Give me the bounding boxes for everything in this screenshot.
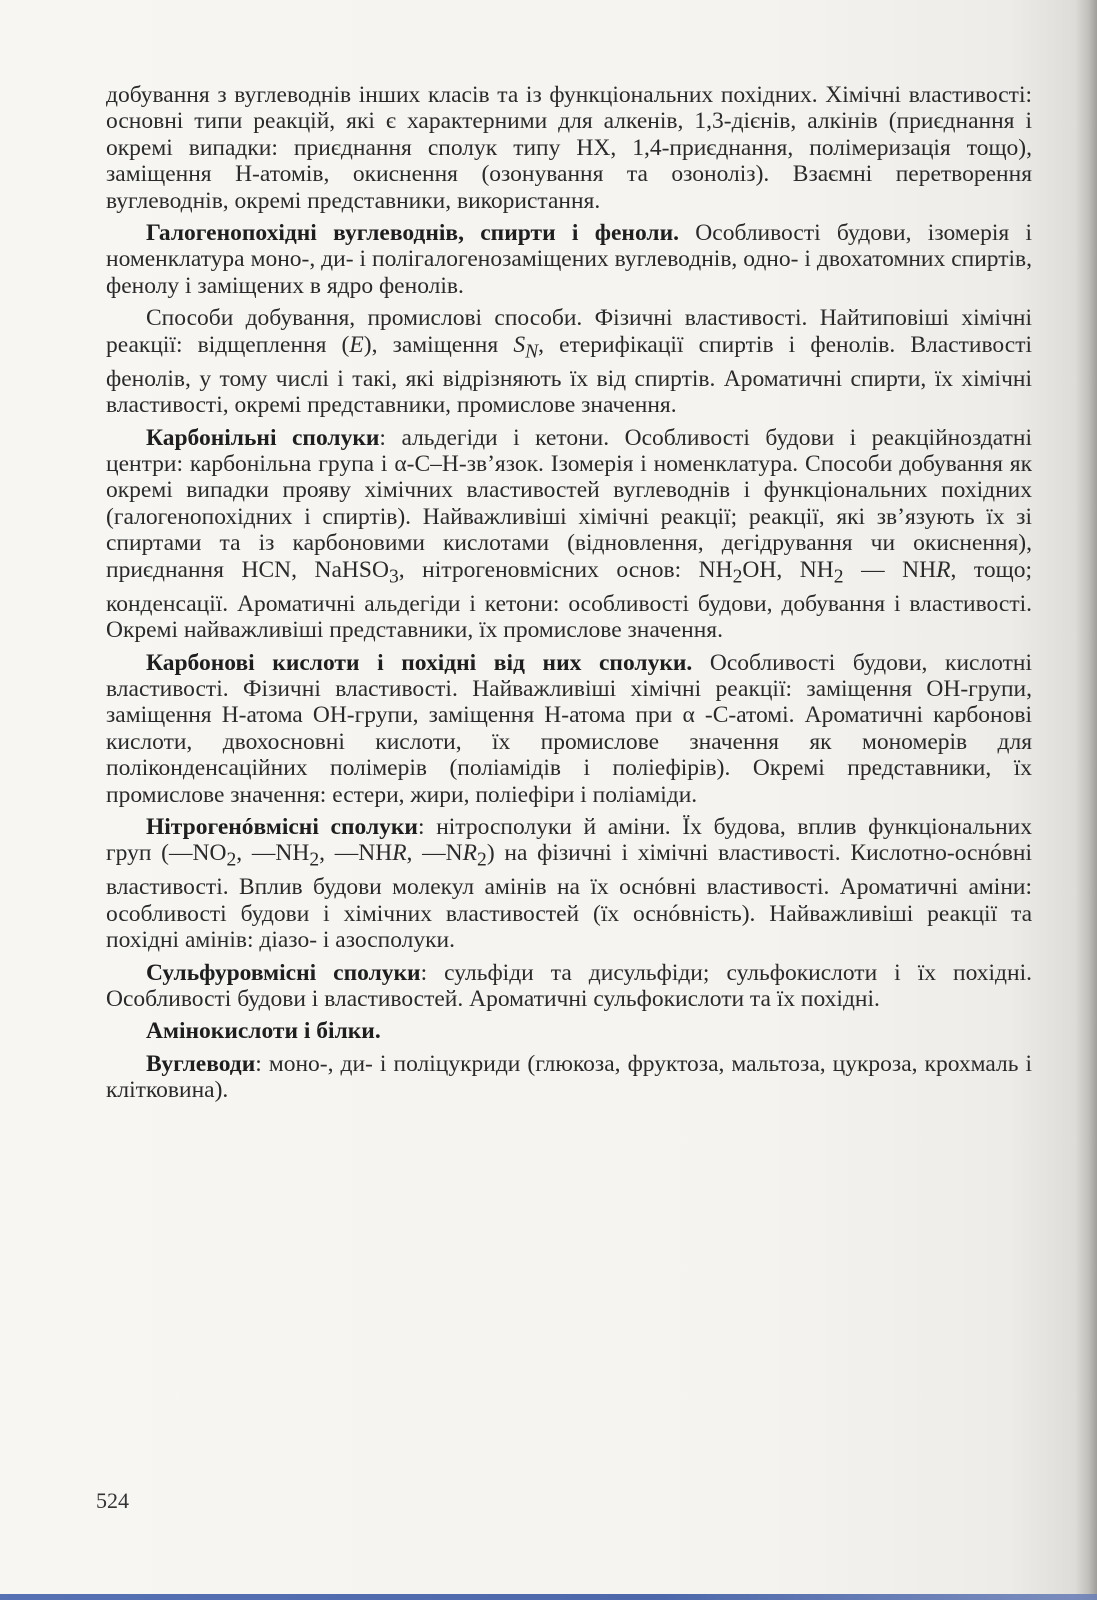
section-title-carbonyl: Карбонільні сполуки	[146, 424, 380, 451]
paragraph-carbohydrates: Вуглеводи: моно-, ди- і поліцукриди (глюкоза, фруктоза, мальтоза, цукроза, крохмаль і клітковина).	[106, 1050, 1032, 1104]
paragraph-carbonyl: Карбонільні сполуки: альдегіди і кетони. Особливості будови і реакційноздатні центри: карбонільна група і α-С–Н-зв’язок. Ізомерія і номенклатура. Способи добування як окремі випадки прояву хімічних властивостей вуглеводнів і функціональних похідних (галогенопохідних і спиртів). Найважливіші хімічні реакції; реакції, які зв’язують їх зі спиртами та із карбоновими кислотами (відновлення, дегідрування чи окиснення), приєднання HCN, NaHSO$_3$, нітрогеновмісних основ: $NH_2OH$, $NH_2$ — NHR, тощо; конденсації. Ароматичні альдегіди і кетони: особливості будови, добування і властивості. Окремі найважливіші представники, їх промислове значення.	[106, 424, 1032, 644]
paragraph-amino-acids	[106, 1018, 1032, 1044]
page-bottom-edge	[0, 1594, 1097, 1600]
paragraph-alcohols-methods: Способи добування, промислові способи. Фізичні властивості. Найтиповіші хімічні реакції: відщеплення (E), заміщення $S_N$, етерифікації спиртів і фенолів. Властивості фенолів, у тому числі і такі, які відрізняють їх від спиртів. Ароматичні спирти, їх хімічні властивості, окремі представники, промислове значення.	[106, 305, 1032, 419]
section-title-amino-acids: Амінокислоти і білки.	[146, 1018, 381, 1045]
paragraph-carboxylic: Карбонові кислоти і похідні від них сполуки. Особливості будови, кислотні властивості. Фізичні властивості. Найважливіші хімічні реакції: заміщення ОН-групи, заміщення Н-атома ОН-групи, заміщення Н-атома при α -С-атомі. Ароматичні карбонові кислоти, двохосновні кислоти, їх промислове значення як мономерів для поліконденсаційних полімерів (поліамідів і поліефірів). Окремі представники, їх промислове значення: естери, жири, поліефіри і поліаміди.	[106, 649, 1032, 808]
section-title-sulfur: Сульфуровмісні сполуки	[146, 959, 421, 986]
section-title-nitrogen: Нітрогенóвмісні сполуки	[146, 813, 418, 840]
paragraph-halogen-alcohols: Галогенопохідні вуглеводнів, спирти і феноли. Особливості будови, ізомерія і номенклатура моно-, ди- і полігалогенозаміщених вуглеводнів, одно- і двохатомних спиртів, фенолу і заміщених в ядро фенолів.	[106, 220, 1032, 299]
page-spine-shadow	[1075, 0, 1097, 1600]
section-title-halogen: Галогенопохідні вуглеводнів, спирти і феноли.	[146, 220, 679, 247]
section-title-carboxylic: Карбонові кислоти і похідні від них сполуки.	[146, 649, 693, 676]
paragraph-sulfur: Сульфуровмісні сполуки: сульфіди та дисульфіди; сульфокислоти і їх похідні. Особливості будови і властивостей. Ароматичні сульфокислоти та їх похідні.	[106, 959, 1032, 1013]
paragraph-nitrogen: Нітрогенóвмісні сполуки: нітросполуки й аміни. Їх будова, вплив функціональних груп ($—NO_2$, $—NH_2$, —NHR, $—NR_2$) на фізичні і хімічні властивості. Кислотно-оснóвні властивості. Вплив будови молекул амінів на їх оснóвні властивості. Ароматичні аміни: особливості будови і хімічних властивостей (їх оснóвність). Найважливіші реакції та похідні амінів: діазо- і азосполуки.	[106, 813, 1032, 954]
section-title-carbohydrates: Вуглеводи	[146, 1050, 256, 1077]
paragraph-hydrocarbons-continuation: добування з вуглеводнів інших класів та із функціональних похідних. Хімічні властивості: основні типи реакцій, які є характерними для алкенів, 1,3-дієнів, алкінів (приєднання і окремі випадки: приєднання сполук типу НХ, 1,4-приєднання, полімеризація тощо), заміщення Н-атомів, окиснення (озонування та озоноліз). Взаємні перетворення вуглеводнів, окремі представники, використання.	[106, 82, 1032, 214]
page-number: 524	[96, 1488, 129, 1513]
page-body	[106, 82, 1032, 1104]
